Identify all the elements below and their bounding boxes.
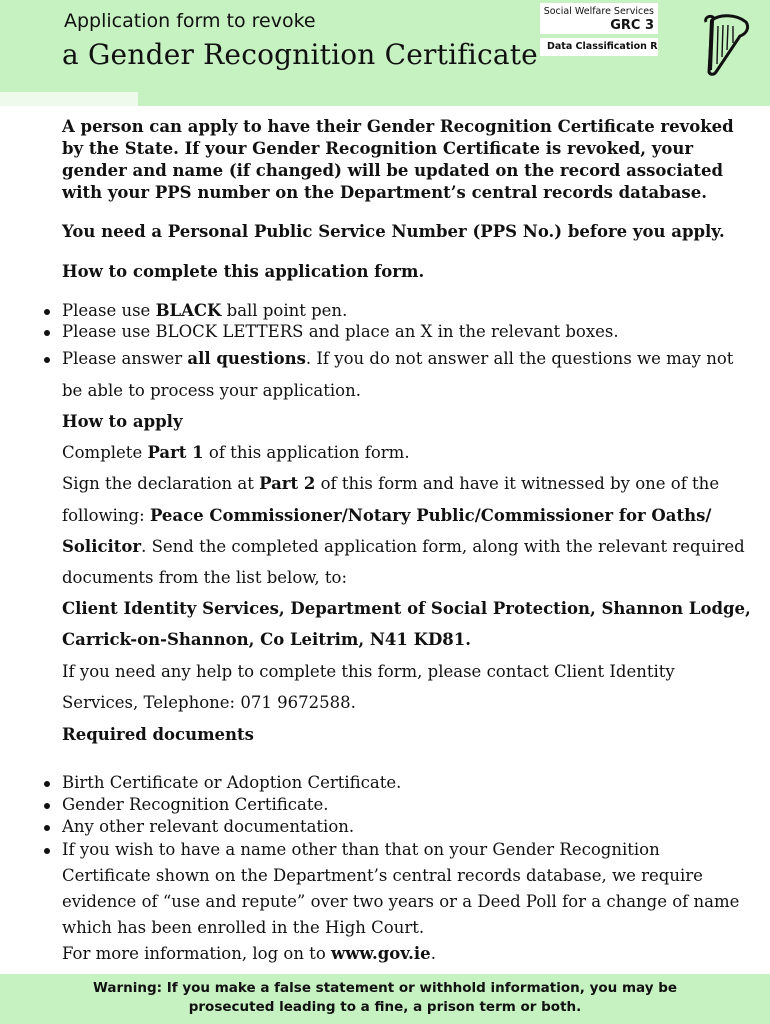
data-classification-box — [540, 38, 658, 56]
header-strip — [0, 92, 770, 106]
apply-step: Sign the declaration at Part 2 of this form and have it witnessed by one of the — [62, 474, 720, 493]
list-item-continuation: which has been enrolled in the High Court. — [62, 918, 425, 937]
apply-step: Complete Part 1 of this application form. — [62, 443, 410, 462]
how-to-apply-heading: How to apply — [62, 412, 183, 431]
warning-line: Warning: If you make a false statement or withhold information, you may be — [92, 980, 678, 996]
list-item: If you wish to have a name other than that on your Gender Recognition — [62, 840, 660, 859]
apply-step: Solicitor. Send the completed application form, along with the relevant required — [62, 537, 745, 556]
header-banner — [0, 0, 770, 92]
pps-note: You need a Personal Public Service Number (PPS No.) before you apply. — [62, 222, 725, 241]
help-text: Services, Telephone: 071 9672588. — [62, 693, 356, 712]
list-item: Birth Certificate or Adoption Certificate. — [62, 773, 402, 792]
form-code: GRC 3 — [610, 18, 654, 33]
data-classification: Data Classification R — [547, 41, 658, 52]
postal-address: Carrick-on-Shannon, Co Leitrim, N41 KD81. — [62, 630, 471, 649]
list-item: Gender Recognition Certificate. — [62, 795, 329, 814]
intro-paragraph: A person can apply to have their Gender Recognition Certificate revoked by the State. If your Gender Recognition Certificate is revoked, your gender and name (if changed) will be updated on the record associated with your PPS number on the Department’s central records database. — [62, 117, 734, 202]
list-item: Please use BLACK ball point pen. — [62, 301, 348, 320]
form-subtitle: Application form to revoke — [64, 10, 316, 32]
help-text: If you need any help to complete this form, please contact Client Identity — [62, 662, 675, 681]
service-name: Social Welfare Services — [543, 6, 654, 17]
warning-footer — [0, 974, 770, 1024]
list-item: Please answer all questions. If you do not answer all the questions we may not — [62, 349, 734, 368]
more-information: For more information, log on to www.gov.ie. — [62, 944, 436, 963]
list-item: Any other relevant documentation. — [62, 817, 355, 836]
required-documents-heading: Required documents — [62, 725, 254, 744]
form-title: a Gender Recognition Certificate — [62, 38, 538, 71]
gov-ie-link[interactable]: www.gov.ie — [331, 944, 431, 963]
how-to-complete-heading: How to complete this application form. — [62, 262, 425, 281]
list-item: Please use BLOCK LETTERS and place an X in the relevant boxes. — [62, 322, 619, 341]
apply-step: following: Peace Commissioner/Notary Public/Commissioner for Oaths/ — [62, 506, 712, 525]
list-item-continuation: evidence of “use and repute” over two years or a Deed Poll for a change of name — [62, 892, 740, 911]
list-item-continuation: Certificate shown on the Department’s central records database, we require — [62, 866, 703, 885]
warning-line: prosecuted leading to a fine, a prison term or both. — [188, 999, 582, 1015]
list-item-continuation: be able to process your application. — [62, 381, 361, 400]
form-reference-box — [540, 3, 658, 34]
postal-address: Client Identity Services, Department of Social Protection, Shannon Lodge, — [62, 599, 751, 618]
apply-step: documents from the list below, to: — [62, 568, 348, 587]
harp-icon — [702, 12, 752, 78]
